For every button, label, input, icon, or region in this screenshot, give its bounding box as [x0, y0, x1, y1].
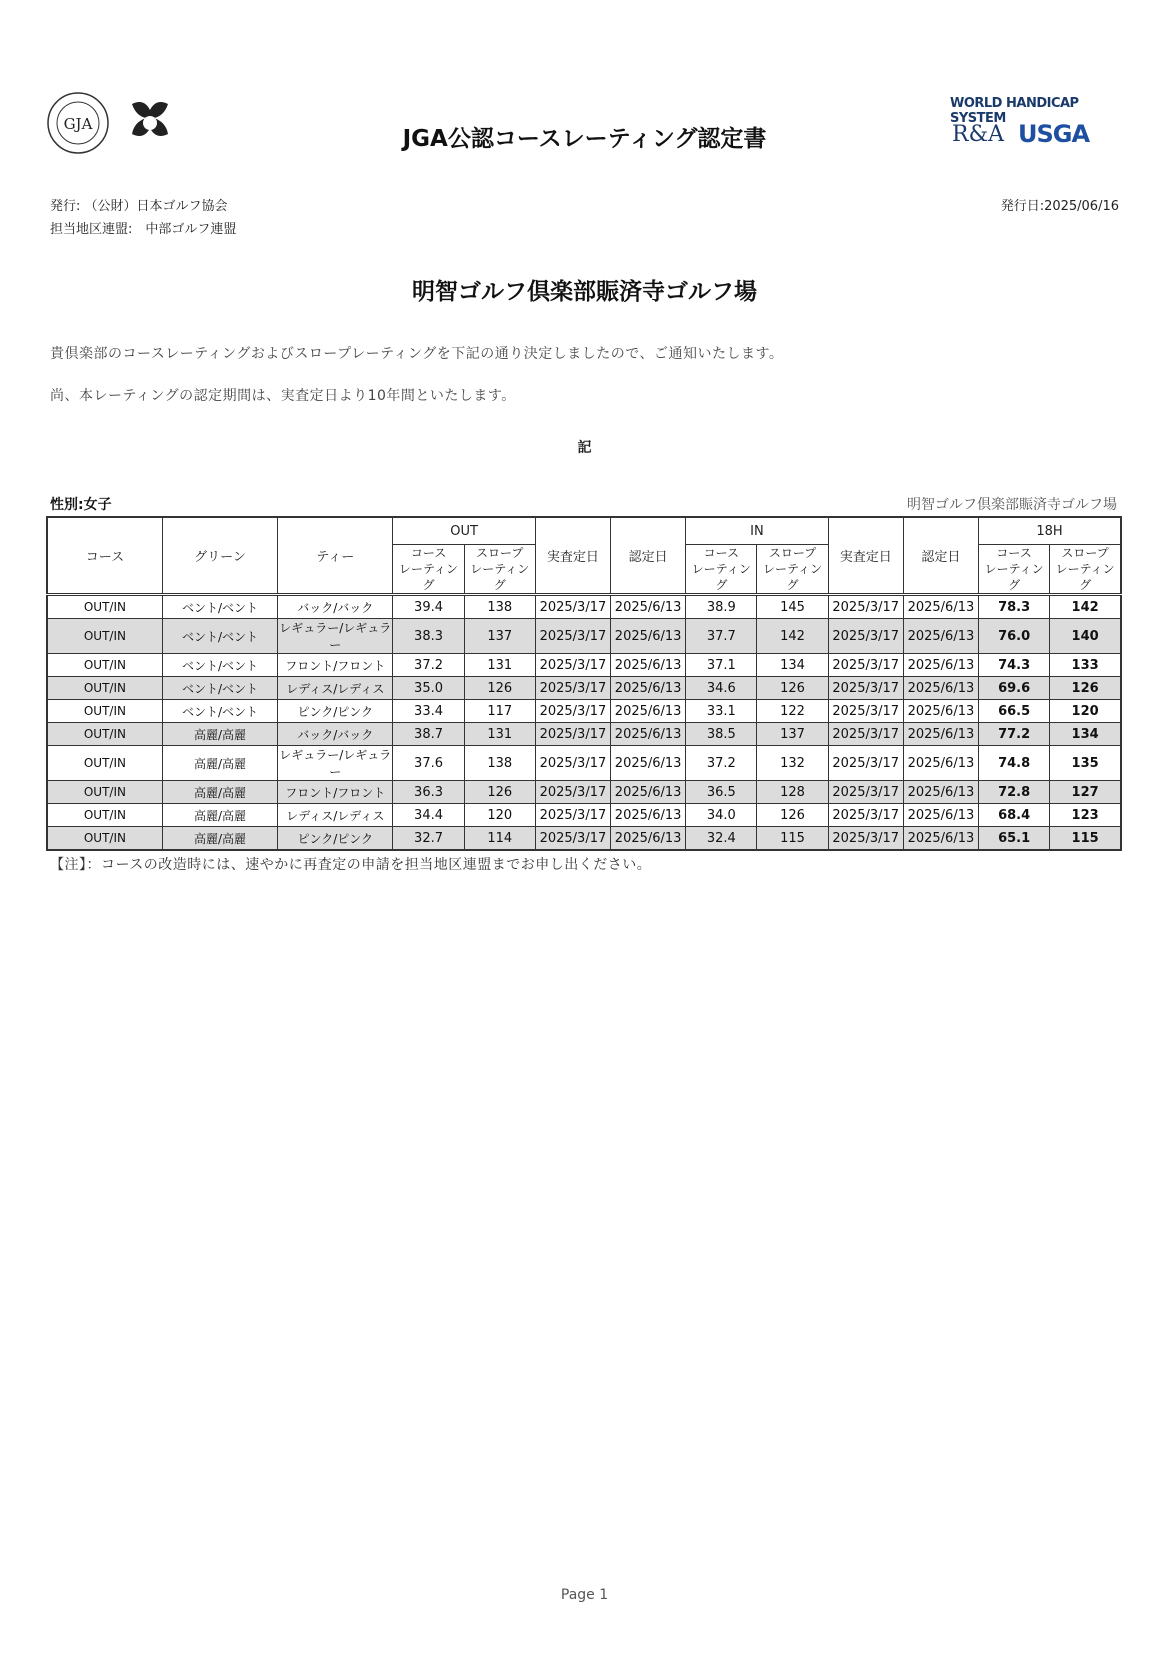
- header-18h: 18H: [979, 517, 1121, 545]
- cell-tee: フロント/フロント: [278, 781, 393, 804]
- cell-tee: ピンク/ピンク: [278, 827, 393, 851]
- cell-in-cr: 34.0: [686, 804, 757, 827]
- cell-in-cert: 2025/6/13: [903, 677, 978, 700]
- cell-course: OUT/IN: [47, 781, 162, 804]
- cell-in-sr: 126: [757, 804, 828, 827]
- cell-out-cert: 2025/6/13: [611, 804, 686, 827]
- cell-out-cr: 37.6: [393, 746, 464, 781]
- table-row: [47, 804, 1121, 827]
- cell-out-sr: 114: [464, 827, 535, 851]
- cell-out-insp: 2025/3/17: [535, 700, 610, 723]
- cell-in-insp: 2025/3/17: [828, 804, 903, 827]
- usga-logo: USGA: [1018, 120, 1090, 148]
- cell-in-insp: 2025/3/17: [828, 827, 903, 851]
- gender-label: 性別:女子: [50, 497, 112, 513]
- cell-out-sr: 131: [464, 654, 535, 677]
- cell-out-cr: 38.3: [393, 619, 464, 654]
- cell-course: OUT/IN: [47, 677, 162, 700]
- cell-in-sr: 145: [757, 595, 828, 619]
- cell-in-sr: 122: [757, 700, 828, 723]
- cell-out-cr: 39.4: [393, 595, 464, 619]
- cell-cr18: 65.1: [979, 827, 1050, 851]
- cell-in-sr: 142: [757, 619, 828, 654]
- cell-in-sr: 132: [757, 746, 828, 781]
- cell-sr18: 123: [1050, 804, 1121, 827]
- cell-out-cert: 2025/6/13: [611, 595, 686, 619]
- cell-in-sr: 126: [757, 677, 828, 700]
- cell-green: 高麗/高麗: [162, 804, 277, 827]
- cell-out-insp: 2025/3/17: [535, 654, 610, 677]
- cell-tee: レディス/レディス: [278, 677, 393, 700]
- header-tee: ティー: [278, 517, 393, 595]
- cell-out-sr: 117: [464, 700, 535, 723]
- cell-out-cert: 2025/6/13: [611, 619, 686, 654]
- cell-in-cert: 2025/6/13: [903, 700, 978, 723]
- issuer: 発行: （公財）日本ゴルフ協会: [50, 199, 228, 214]
- cell-out-cert: 2025/6/13: [611, 654, 686, 677]
- cell-out-insp: 2025/3/17: [535, 619, 610, 654]
- cell-sr18: 142: [1050, 595, 1121, 619]
- cell-in-sr: 134: [757, 654, 828, 677]
- svg-text:GJA: GJA: [63, 115, 93, 133]
- cell-out-insp: 2025/3/17: [535, 746, 610, 781]
- cell-course: OUT/IN: [47, 700, 162, 723]
- header-out-course-rating: コース レーティング: [393, 545, 464, 595]
- cell-sr18: 115: [1050, 827, 1121, 851]
- cell-sr18: 120: [1050, 700, 1121, 723]
- cell-out-cr: 32.7: [393, 827, 464, 851]
- header-in-course-rating: コース レーティング: [686, 545, 757, 595]
- cell-in-cert: 2025/6/13: [903, 723, 978, 746]
- cell-green: 高麗/高麗: [162, 723, 277, 746]
- cell-course: OUT/IN: [47, 723, 162, 746]
- cell-cr18: 69.6: [979, 677, 1050, 700]
- cell-out-insp: 2025/3/17: [535, 781, 610, 804]
- revision-note: 【注】：コースの改造時には、速やかに再査定の申請を担当地区連盟までお申し出ください。: [50, 857, 652, 873]
- cell-in-cr: 37.2: [686, 746, 757, 781]
- cell-out-cert: 2025/6/13: [611, 700, 686, 723]
- cell-in-cert: 2025/6/13: [903, 781, 978, 804]
- cell-in-cert: 2025/6/13: [903, 746, 978, 781]
- page-number: Page 1: [560, 1587, 609, 1603]
- cell-in-insp: 2025/3/17: [828, 723, 903, 746]
- table-row: [47, 746, 1121, 781]
- cell-in-cr: 38.5: [686, 723, 757, 746]
- cell-in-cr: 37.7: [686, 619, 757, 654]
- cell-out-insp: 2025/3/17: [535, 804, 610, 827]
- cell-green: 高麗/高麗: [162, 746, 277, 781]
- issuer-block: [50, 195, 236, 241]
- federation: 担当地区連盟: 中部ゴルフ連盟: [50, 222, 237, 237]
- cell-in-cert: 2025/6/13: [903, 619, 978, 654]
- cell-in-cr: 33.1: [686, 700, 757, 723]
- cell-out-insp: 2025/3/17: [535, 595, 610, 619]
- cell-green: ベント/ベント: [162, 677, 277, 700]
- cell-tee: フロント/フロント: [278, 654, 393, 677]
- cell-in-insp: 2025/3/17: [828, 654, 903, 677]
- cell-course: OUT/IN: [47, 654, 162, 677]
- header-in-inspect-date: 実査定日: [828, 517, 903, 595]
- cell-sr18: 135: [1050, 746, 1121, 781]
- header-in-slope-rating: スロープ レーティング: [757, 545, 828, 595]
- cell-out-cr: 36.3: [393, 781, 464, 804]
- cell-out-insp: 2025/3/17: [535, 677, 610, 700]
- cell-sr18: 134: [1050, 723, 1121, 746]
- ra-logo: R&A: [952, 122, 1005, 147]
- cell-out-cert: 2025/6/13: [611, 827, 686, 851]
- cell-out-cr: 38.7: [393, 723, 464, 746]
- cell-in-cr: 36.5: [686, 781, 757, 804]
- cell-out-sr: 120: [464, 804, 535, 827]
- cell-in-cr: 37.1: [686, 654, 757, 677]
- cell-in-insp: 2025/3/17: [828, 781, 903, 804]
- header-in: IN: [686, 517, 828, 545]
- cell-in-cr: 38.9: [686, 595, 757, 619]
- cell-green: 高麗/高麗: [162, 781, 277, 804]
- cell-in-sr: 137: [757, 723, 828, 746]
- validity-paragraph: 尚、本レーティングの認定期間は、実査定日より10年間といたします。: [50, 388, 516, 404]
- cell-cr18: 76.0: [979, 619, 1050, 654]
- table-row: [47, 677, 1121, 700]
- cell-tee: レギュラー/レギュラー: [278, 746, 393, 781]
- header-18h-course-rating: コース レーティング: [979, 545, 1050, 595]
- cell-green: ベント/ベント: [162, 619, 277, 654]
- cell-out-cert: 2025/6/13: [611, 677, 686, 700]
- rating-table: [46, 516, 1122, 851]
- notice-paragraph: 貴倶楽部のコースレーティングおよびスロープレーティングを下記の通り決定しましたので、ご通知いたします。: [50, 346, 784, 362]
- cell-sr18: 133: [1050, 654, 1121, 677]
- cell-out-cert: 2025/6/13: [611, 746, 686, 781]
- header-in-cert-date: 認定日: [903, 517, 978, 595]
- header-green: グリーン: [162, 517, 277, 595]
- cell-course: OUT/IN: [47, 619, 162, 654]
- cell-cr18: 74.8: [979, 746, 1050, 781]
- cell-out-sr: 126: [464, 781, 535, 804]
- cell-cr18: 66.5: [979, 700, 1050, 723]
- cell-in-cert: 2025/6/13: [903, 827, 978, 851]
- cell-in-insp: 2025/3/17: [828, 746, 903, 781]
- table-row: [47, 654, 1121, 677]
- cell-tee: レギュラー/レギュラー: [278, 619, 393, 654]
- cell-out-cert: 2025/6/13: [611, 781, 686, 804]
- cell-green: ベント/ベント: [162, 654, 277, 677]
- table-row: [47, 619, 1121, 654]
- cell-green: ベント/ベント: [162, 595, 277, 619]
- cell-course: OUT/IN: [47, 595, 162, 619]
- club-name-small: 明智ゴルフ倶楽部賑済寺ゴルフ場: [907, 497, 1117, 513]
- header-out-inspect-date: 実査定日: [535, 517, 610, 595]
- cell-cr18: 74.3: [979, 654, 1050, 677]
- header-out-slope-rating: スロープ レーティング: [464, 545, 535, 595]
- cell-out-cr: 33.4: [393, 700, 464, 723]
- cell-green: ベント/ベント: [162, 700, 277, 723]
- cell-in-cert: 2025/6/13: [903, 804, 978, 827]
- table-row: [47, 723, 1121, 746]
- cell-cr18: 72.8: [979, 781, 1050, 804]
- cell-sr18: 140: [1050, 619, 1121, 654]
- header-out: OUT: [393, 517, 535, 545]
- cell-in-insp: 2025/3/17: [828, 677, 903, 700]
- cell-course: OUT/IN: [47, 746, 162, 781]
- cell-tee: バック/バック: [278, 723, 393, 746]
- whs-label: WORLD HANDICAP SYSTEM: [950, 96, 1079, 126]
- cell-out-cr: 37.2: [393, 654, 464, 677]
- cell-tee: バック/バック: [278, 595, 393, 619]
- cell-out-sr: 131: [464, 723, 535, 746]
- document-title: JGA公認コースレーティング認定書: [402, 126, 767, 152]
- cell-in-insp: 2025/3/17: [828, 619, 903, 654]
- cell-in-cr: 34.6: [686, 677, 757, 700]
- cell-in-cr: 32.4: [686, 827, 757, 851]
- cell-in-insp: 2025/3/17: [828, 700, 903, 723]
- cell-tee: レディス/レディス: [278, 804, 393, 827]
- cell-out-sr: 138: [464, 595, 535, 619]
- cell-out-sr: 126: [464, 677, 535, 700]
- ki-marker: 記: [577, 440, 592, 456]
- club-title: 明智ゴルフ倶楽部賑済寺ゴルフ場: [412, 279, 757, 305]
- header-18h-slope-rating: スロープ レーティング: [1050, 545, 1121, 595]
- cell-out-insp: 2025/3/17: [535, 723, 610, 746]
- issue-date: 発行日:2025/06/16: [1000, 199, 1119, 214]
- cell-out-cr: 35.0: [393, 677, 464, 700]
- cell-out-cr: 34.4: [393, 804, 464, 827]
- table-row: [47, 595, 1121, 619]
- cell-out-insp: 2025/3/17: [535, 827, 610, 851]
- cell-sr18: 127: [1050, 781, 1121, 804]
- cell-in-sr: 128: [757, 781, 828, 804]
- table-row: [47, 781, 1121, 804]
- cell-sr18: 126: [1050, 677, 1121, 700]
- cell-cr18: 68.4: [979, 804, 1050, 827]
- cell-in-insp: 2025/3/17: [828, 595, 903, 619]
- cell-green: 高麗/高麗: [162, 827, 277, 851]
- table-row: [47, 827, 1121, 851]
- cell-course: OUT/IN: [47, 827, 162, 851]
- table-row: [47, 700, 1121, 723]
- rating-table-body: [47, 595, 1121, 851]
- cell-tee: ピンク/ピンク: [278, 700, 393, 723]
- cell-out-cert: 2025/6/13: [611, 723, 686, 746]
- cell-in-sr: 115: [757, 827, 828, 851]
- header-course: コース: [47, 517, 162, 595]
- cell-out-sr: 138: [464, 746, 535, 781]
- cell-in-cert: 2025/6/13: [903, 654, 978, 677]
- cell-out-sr: 137: [464, 619, 535, 654]
- cell-cr18: 77.2: [979, 723, 1050, 746]
- cell-in-cert: 2025/6/13: [903, 595, 978, 619]
- cell-cr18: 78.3: [979, 595, 1050, 619]
- header-out-cert-date: 認定日: [611, 517, 686, 595]
- cell-course: OUT/IN: [47, 804, 162, 827]
